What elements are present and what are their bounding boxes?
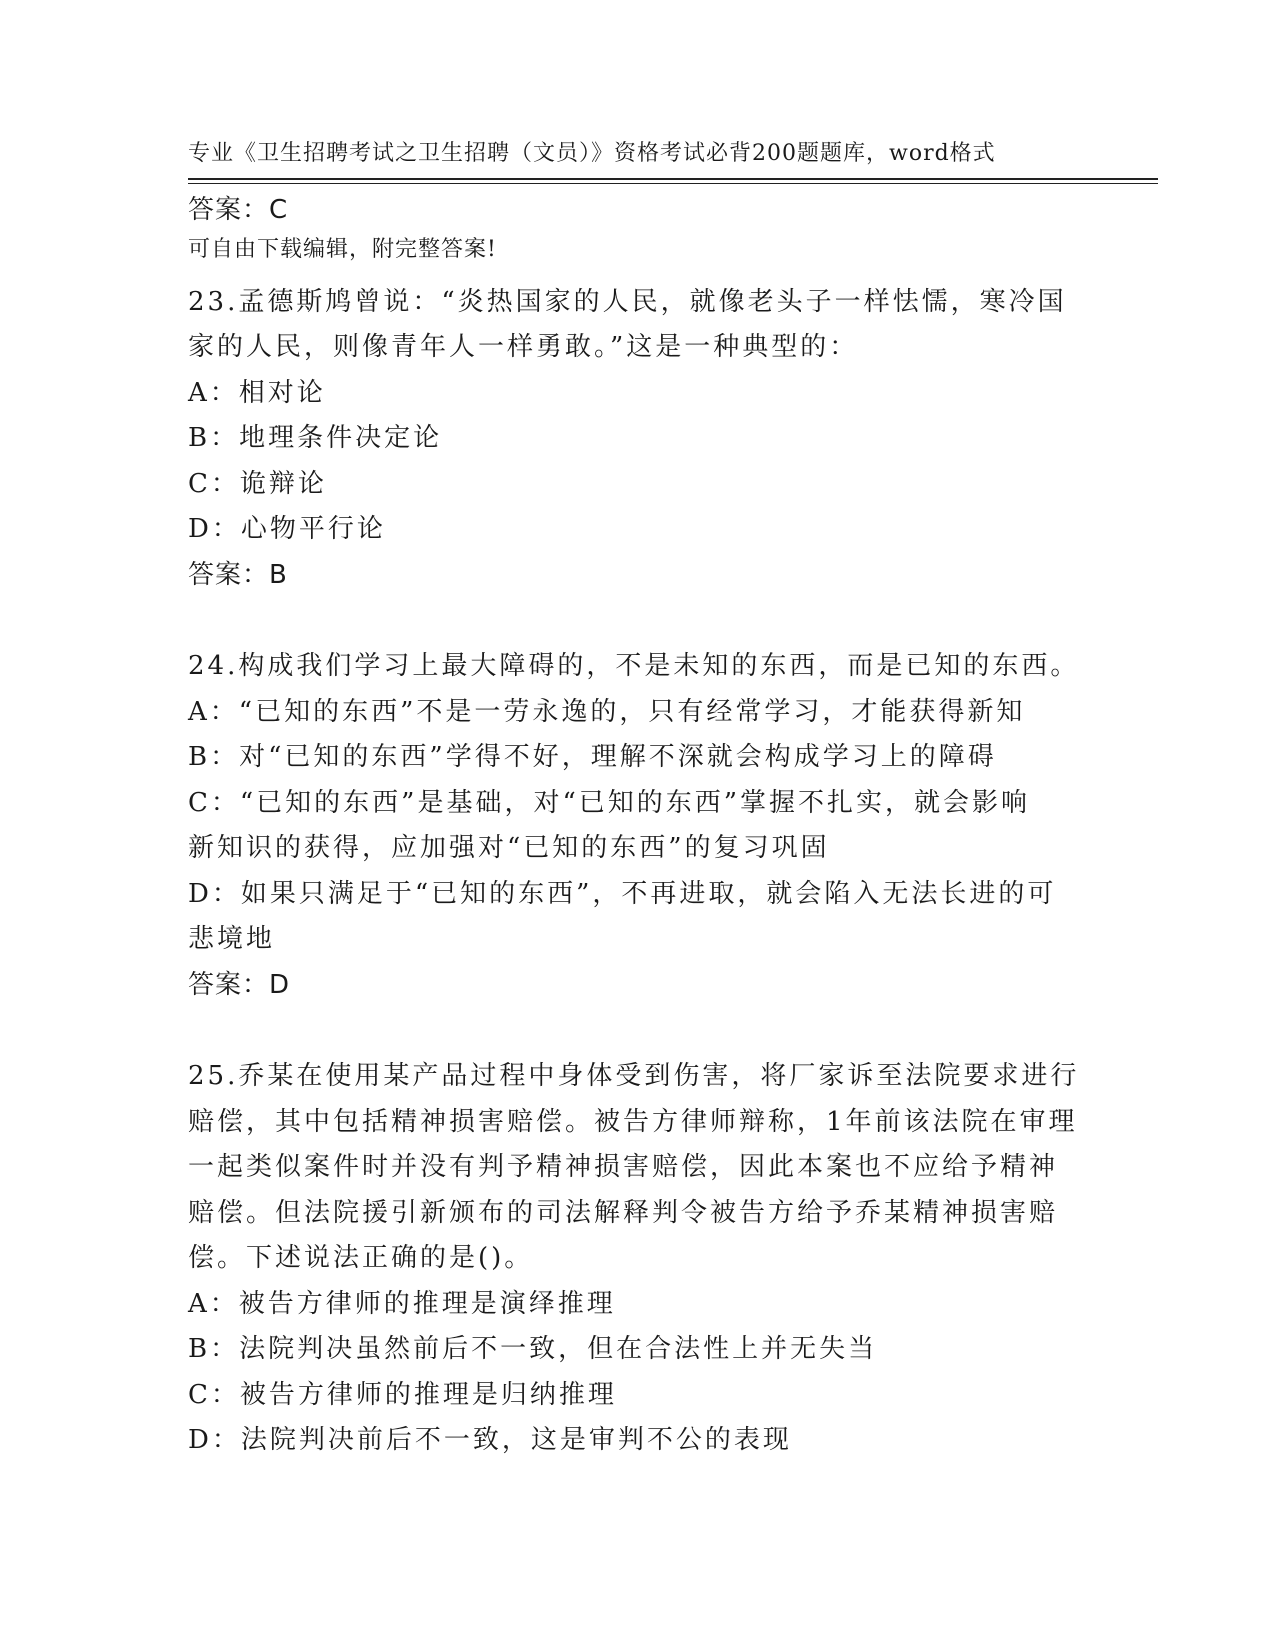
question-stem-line: 一起类似案件时并没有判予精神损害赔偿，因此本案也不应给予精神 — [188, 1152, 1059, 1182]
question-24 — [188, 644, 1088, 1008]
header-line-2: 可自由下载编辑，附完整答案! — [188, 237, 497, 262]
question-23 — [188, 280, 1088, 599]
option-a: A：“已知的东西”不是一劳永逸的，只有经常学习，才能获得新知 — [188, 696, 1026, 727]
answer: 答案：D — [188, 969, 291, 1000]
question-stem-line: 23.孟德斯鸠曾说：“炎热国家的人民，就像老头子一样怯懦，寒冷国 — [188, 286, 1067, 317]
option-b: B：地理条件决定论 — [188, 423, 443, 453]
header-rule-thick — [188, 178, 1158, 180]
option-b: B：对“已知的东西”学得不好，理解不深就会构成学习上的障碍 — [188, 742, 997, 772]
question-stem-line: 赔偿，其中包括精神损害赔偿。被告方律师辩称，1年前该法院在审理 — [188, 1106, 1078, 1137]
question-stem-line: 赔偿。但法院援引新颁布的司法解释判令被告方给予乔某精神损害赔 — [188, 1197, 1059, 1228]
option-c-continued: 新知识的获得，应加强对“已知的东西”的复习巩固 — [188, 833, 830, 863]
option-a: A：相对论 — [188, 377, 326, 408]
option-c: C：诡辩论 — [188, 468, 327, 499]
previous-answer: 答案：C — [188, 195, 289, 225]
question-stem-line: 偿。下述说法正确的是()。 — [188, 1243, 534, 1273]
question-stem-line: 25.乔某在使用某产品过程中身体受到伤害，将厂家诉至法院要求进行 — [188, 1061, 1080, 1091]
spacer — [188, 1008, 1088, 1054]
question-25 — [188, 1054, 1088, 1464]
option-d-continued: 悲境地 — [188, 924, 276, 954]
question-stem-line: 24.构成我们学习上最大障碍的，不是未知的东西，而是已知的东西。 — [188, 651, 1080, 681]
spacer — [188, 234, 1088, 280]
question-stem-line: 家的人民，则像青年人一样勇敢。”这是一种典型的： — [188, 332, 859, 362]
header-rule-thin — [188, 183, 1158, 184]
option-c: C：被告方律师的推理是归纳推理 — [188, 1379, 617, 1410]
option-d: D：心物平行论 — [188, 514, 386, 544]
spacer — [188, 598, 1088, 644]
option-d: D：法院判决前后不一致，这是审判不公的表现 — [188, 1425, 792, 1455]
option-c: C：“已知的东西”是基础，对“已知的东西”掌握不扎实，就会影响 — [188, 787, 1031, 818]
option-b: B：法院判决虽然前后不一致，但在合法性上并无失当 — [188, 1334, 878, 1364]
header-line-1: 专业《卫生招聘考试之卫生招聘（文员）》资格考试必背200题题库，word格式 — [188, 141, 996, 166]
answer: 答案：B — [188, 559, 288, 590]
option-d: D：如果只满足于“已知的东西”，不再进取，就会陷入无法长进的可 — [188, 878, 1057, 909]
option-a: A：被告方律师的推理是演绎推理 — [188, 1288, 616, 1319]
question-content — [188, 188, 1088, 1464]
